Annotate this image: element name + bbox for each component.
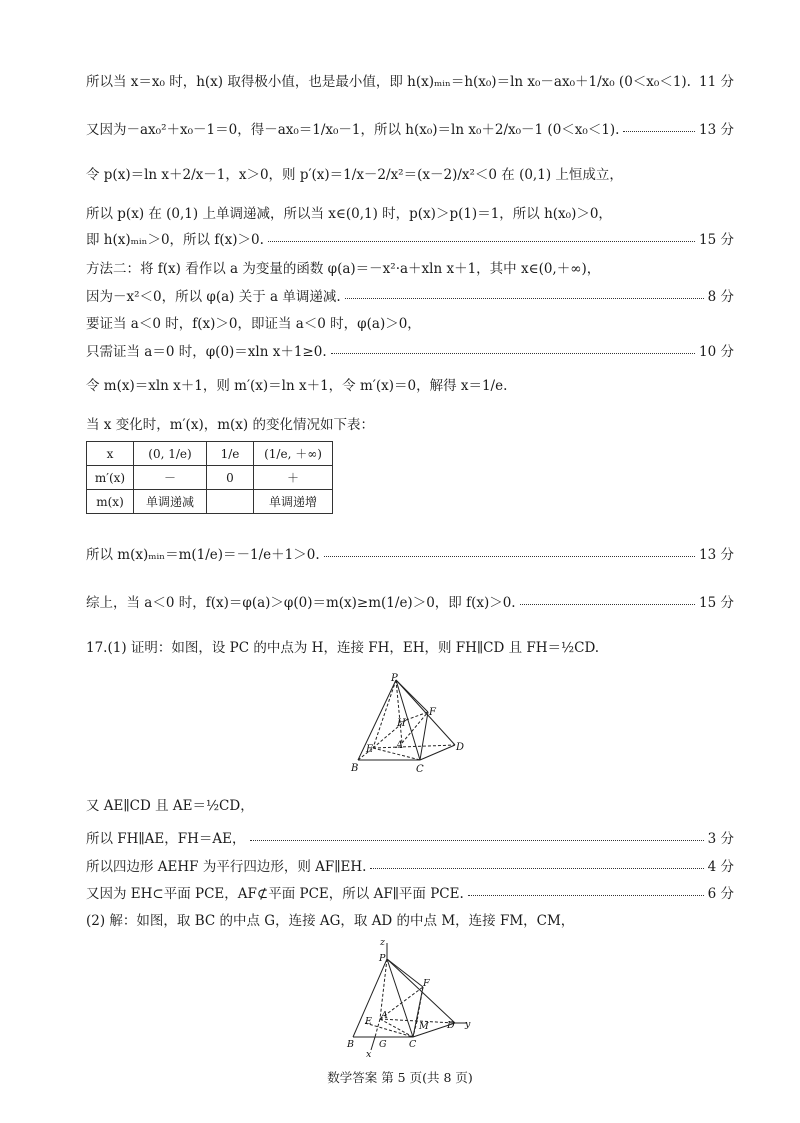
vertex-label: D <box>456 742 465 753</box>
solution-line-10: 令 m(x)＝xln x＋1，则 m′(x)＝ln x＋1，令 m′(x)＝0，解得 x＝1/e. <box>86 378 508 394</box>
solution-line-13: 综上，当 a＜0 时，f(x)＝φ(a)＞φ(0)＝m(x)≥m(1/e)＞0，即 f(x)＞0. 15 分 <box>86 590 734 612</box>
solution-line-2: 又因为－ax₀²＋x₀－1＝0，得－ax₀＝1/x₀－1，所以 h(x₀)＝ln x₀＋2/x₀－1 (0＜x₀＜1). 13 分 <box>86 117 734 139</box>
score-label: 13 分 <box>699 122 734 138</box>
vertex-label: C <box>416 764 424 775</box>
solution-line-8: 要证当 a＜0 时，f(x)＞0，即证当 a＜0 时，φ(a)＞0， <box>86 316 421 332</box>
vertex-label: F <box>423 978 430 989</box>
solution-line-6: 方法二：将 f(x) 看作以 a 为变量的函数 φ(a)＝－x²·a＋xln x＋1，其中 x∈(0,＋∞)， <box>86 261 601 277</box>
solution-line-15: 又 AE∥CD 且 AE＝½CD， <box>86 798 254 814</box>
table-cell: 1/e <box>207 442 254 466</box>
axis-label: z <box>380 937 386 948</box>
solution-line-9: 只需证当 a＝0 时，φ(0)＝xln x＋1≥0. 10 分 <box>86 339 734 361</box>
table-cell: (1/e, ＋∞) <box>254 442 333 466</box>
solution-line-18: 又因为 EH⊂平面 PCE，AF⊄平面 PCE，所以 AF∥平面 PCE. 6 分 <box>86 881 734 903</box>
table-cell: 0 <box>207 466 254 490</box>
table-cell: 单调递减 <box>134 490 207 514</box>
score-label: 10 分 <box>699 344 734 360</box>
table-cell: m′(x) <box>87 466 134 490</box>
vertex-label: D <box>447 1020 455 1031</box>
vertex-label: G <box>379 1039 387 1050</box>
solution-line-1: 所以当 x＝x₀ 时，h(x) 取得极小值，也是最小值，即 h(x)ₘᵢₙ＝h(x₀)＝ln x₀－ax₀＋1/x₀ (0＜x₀＜1). 11 分 <box>86 69 734 91</box>
table-cell: x <box>87 442 134 466</box>
table-cell <box>207 490 254 514</box>
score-label: 13 分 <box>699 547 734 563</box>
table-cell: (0, 1/e) <box>134 442 207 466</box>
vertex-label: A <box>396 740 404 751</box>
table-cell: ＋ <box>254 466 333 490</box>
solution-line-12: 所以 m(x)ₘᵢₙ＝m(1/e)＝－1/e＋1＞0. 13 分 <box>86 542 734 564</box>
axis-label: x <box>366 1049 372 1060</box>
vertex-label: F <box>429 707 436 718</box>
axis-label: y <box>465 1019 471 1030</box>
table-cell: 单调递增 <box>254 490 333 514</box>
solution-line-5: 即 h(x)ₘᵢₙ＞0，所以 f(x)＞0. 15 分 <box>86 227 734 249</box>
solution-line-7: 因为－x²＜0，所以 φ(a) 关于 a 单调递减. 8 分 <box>86 284 734 306</box>
solution-line-16: 所以 FH∥AE，FH＝AE， 3 分 <box>86 826 734 848</box>
table-cell: m(x) <box>87 490 134 514</box>
score-label: 6 分 <box>707 886 734 902</box>
vertex-label: P <box>391 673 398 684</box>
vertex-label: P <box>379 953 386 964</box>
vertex-label: M <box>419 1021 429 1032</box>
score-label: 3 分 <box>707 831 734 847</box>
variation-table <box>86 441 333 514</box>
vertex-label: C <box>409 1039 417 1050</box>
score-label: 4 分 <box>707 859 734 875</box>
solution-line-17: 所以四边形 AEHF 为平行四边形，则 AF∥EH. 4 分 <box>86 854 734 876</box>
vertex-label: H <box>397 718 406 729</box>
solution-line-4: 所以 p(x) 在 (0,1) 上单调递减，所以当 x∈(0,1) 时，p(x)＞p(1)＝1，所以 h(x₀)＞0， <box>86 206 612 222</box>
pyramid-figure-1 <box>340 672 480 782</box>
vertex-label: E <box>365 1016 372 1027</box>
solution-line-11: 当 x 变化时，m′(x)，m(x) 的变化情况如下表： <box>86 417 374 433</box>
page-footer: 数学答案 第 5 页(共 8 页) <box>327 1070 473 1085</box>
vertex-label: A <box>381 1010 388 1021</box>
vertex-label: B <box>347 1039 354 1050</box>
vertex-label: B <box>351 763 359 774</box>
problem-17-part1: 17.(1) 证明：如图，设 PC 的中点为 H，连接 FH，EH，则 FH∥CD 且 FH＝½CD. <box>86 640 600 656</box>
table-cell: － <box>134 466 207 490</box>
problem-17-part2: (2) 解：如图，取 BC 的中点 G，连接 AG，取 AD 的中点 M，连接 FM，CM， <box>86 913 575 929</box>
score-label: 11 分 <box>699 74 734 90</box>
vertex-label: E <box>366 744 374 755</box>
pyramid-figure-2 <box>335 935 485 1060</box>
score-label: 15 分 <box>699 595 734 611</box>
score-label: 15 分 <box>699 232 734 248</box>
score-label: 8 分 <box>707 289 734 305</box>
solution-line-3: 令 p(x)＝ln x＋2/x－1，x＞0，则 p′(x)＝1/x－2/x²＝(x－2)/x²＜0 在 (0,1) 上恒成立， <box>86 167 623 183</box>
